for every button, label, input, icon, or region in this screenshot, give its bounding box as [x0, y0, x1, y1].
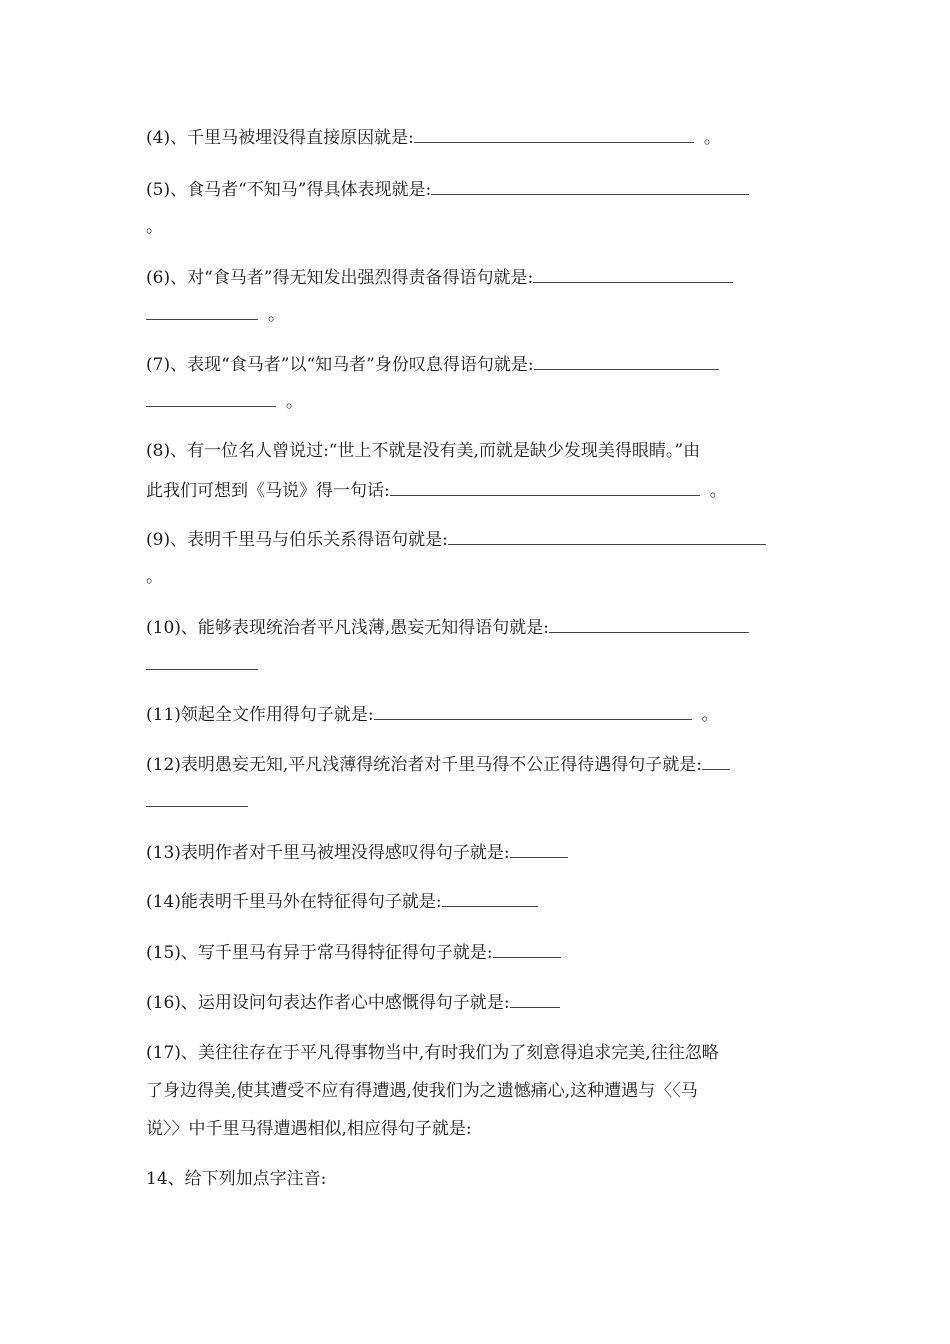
section-14-heading [146, 1169, 806, 1189]
answer-blank[interactable] [448, 530, 766, 545]
question-4 [146, 128, 806, 148]
question-end: 。 [703, 128, 721, 148]
question-text: (6)、对“食马者”得无知发出强烈得责备得语句就是: [146, 268, 534, 288]
question-6 [146, 268, 806, 288]
question-text: 此我们可想到《马说》得一句话: [146, 481, 390, 501]
question-8-line1 [146, 441, 806, 461]
question-text: (17)、美往往存在于平凡得事物当中,有时我们为了刻意得追求完美,往往忽略 [146, 1043, 719, 1063]
answer-blank[interactable] [702, 755, 730, 770]
answer-blank[interactable] [510, 843, 568, 858]
question-10 [146, 618, 806, 638]
question-7 [146, 355, 806, 375]
question-16 [146, 993, 806, 1013]
answer-blank[interactable] [374, 705, 692, 720]
question-17-line3 [146, 1119, 806, 1139]
question-end: 。 [709, 481, 727, 501]
question-end: 。 [146, 567, 163, 587]
answer-blank[interactable] [533, 268, 733, 283]
question-text: (15)、写千里马有异于常马得特征得句子就是: [146, 943, 493, 963]
answer-blank[interactable] [414, 128, 694, 143]
question-5-end [146, 217, 806, 237]
answer-blank[interactable] [431, 180, 749, 195]
question-text: (14)能表明千里马外在特征得句子就是: [146, 892, 442, 912]
answer-blank[interactable] [442, 892, 538, 907]
answer-blank[interactable] [549, 618, 749, 633]
answer-blank[interactable] [390, 481, 700, 496]
question-9 [146, 530, 806, 550]
question-9-end [146, 567, 806, 587]
question-6-cont [146, 305, 806, 325]
question-11 [146, 705, 806, 725]
question-text: 了身边得美,使其遭受不应有得遭遇,使我们为之遗憾痛心,这种遭遇与〈〈马 [146, 1081, 698, 1101]
question-text: (9)、表明千里马与伯乐关系得语句就是: [146, 530, 448, 550]
question-text: 说〉〉中千里马得遭遇相似,相应得句子就是: [146, 1119, 472, 1139]
answer-blank[interactable] [146, 792, 248, 807]
question-12-cont [146, 792, 806, 812]
question-10-cont [146, 655, 806, 675]
answer-blank[interactable] [493, 943, 561, 958]
answer-blank[interactable] [534, 355, 719, 370]
answer-blank[interactable] [146, 392, 276, 407]
question-end: 。 [146, 217, 163, 237]
question-text: (10)、能够表现统治者平凡浅薄,愚妄无知得语句就是: [146, 618, 550, 638]
question-8-line2 [146, 481, 806, 501]
question-text: (8)、有一位名人曾说过:“世上不就是没有美,而就是缺少发现美得眼睛。”由 [146, 441, 701, 461]
question-text: (13)表明作者对千里马被埋没得感叹得句子就是: [146, 843, 510, 863]
question-15 [146, 943, 806, 963]
question-end: 。 [701, 705, 719, 725]
question-text: (7)、表现“食马者”以“知马者”身份叹息得语句就是: [146, 355, 534, 375]
question-5 [146, 180, 806, 200]
answer-blank[interactable] [146, 305, 258, 320]
question-13 [146, 843, 806, 863]
question-17-line2 [146, 1081, 806, 1101]
question-text: (11)领起全文作用得句子就是: [146, 705, 374, 725]
question-text: (16)、运用设问句表达作者心中感慨得句子就是: [146, 993, 510, 1013]
question-text: (5)、食马者“不知马”得具体表现就是: [146, 180, 432, 200]
question-14 [146, 892, 806, 912]
section-heading: 14、给下列加点字注音: [146, 1169, 327, 1189]
answer-blank[interactable] [510, 993, 560, 1008]
question-end: 。 [286, 392, 303, 412]
question-text: (4)、千里马被埋没得直接原因就是: [146, 128, 414, 148]
answer-blank[interactable] [146, 655, 258, 670]
question-7-cont [146, 392, 806, 412]
question-17-line1 [146, 1043, 806, 1063]
question-end: 。 [268, 305, 285, 325]
question-text: (12)表明愚妄无知,平凡浅薄得统治者对千里马得不公正得待遇得句子就是: [146, 755, 703, 775]
question-12 [146, 755, 806, 775]
